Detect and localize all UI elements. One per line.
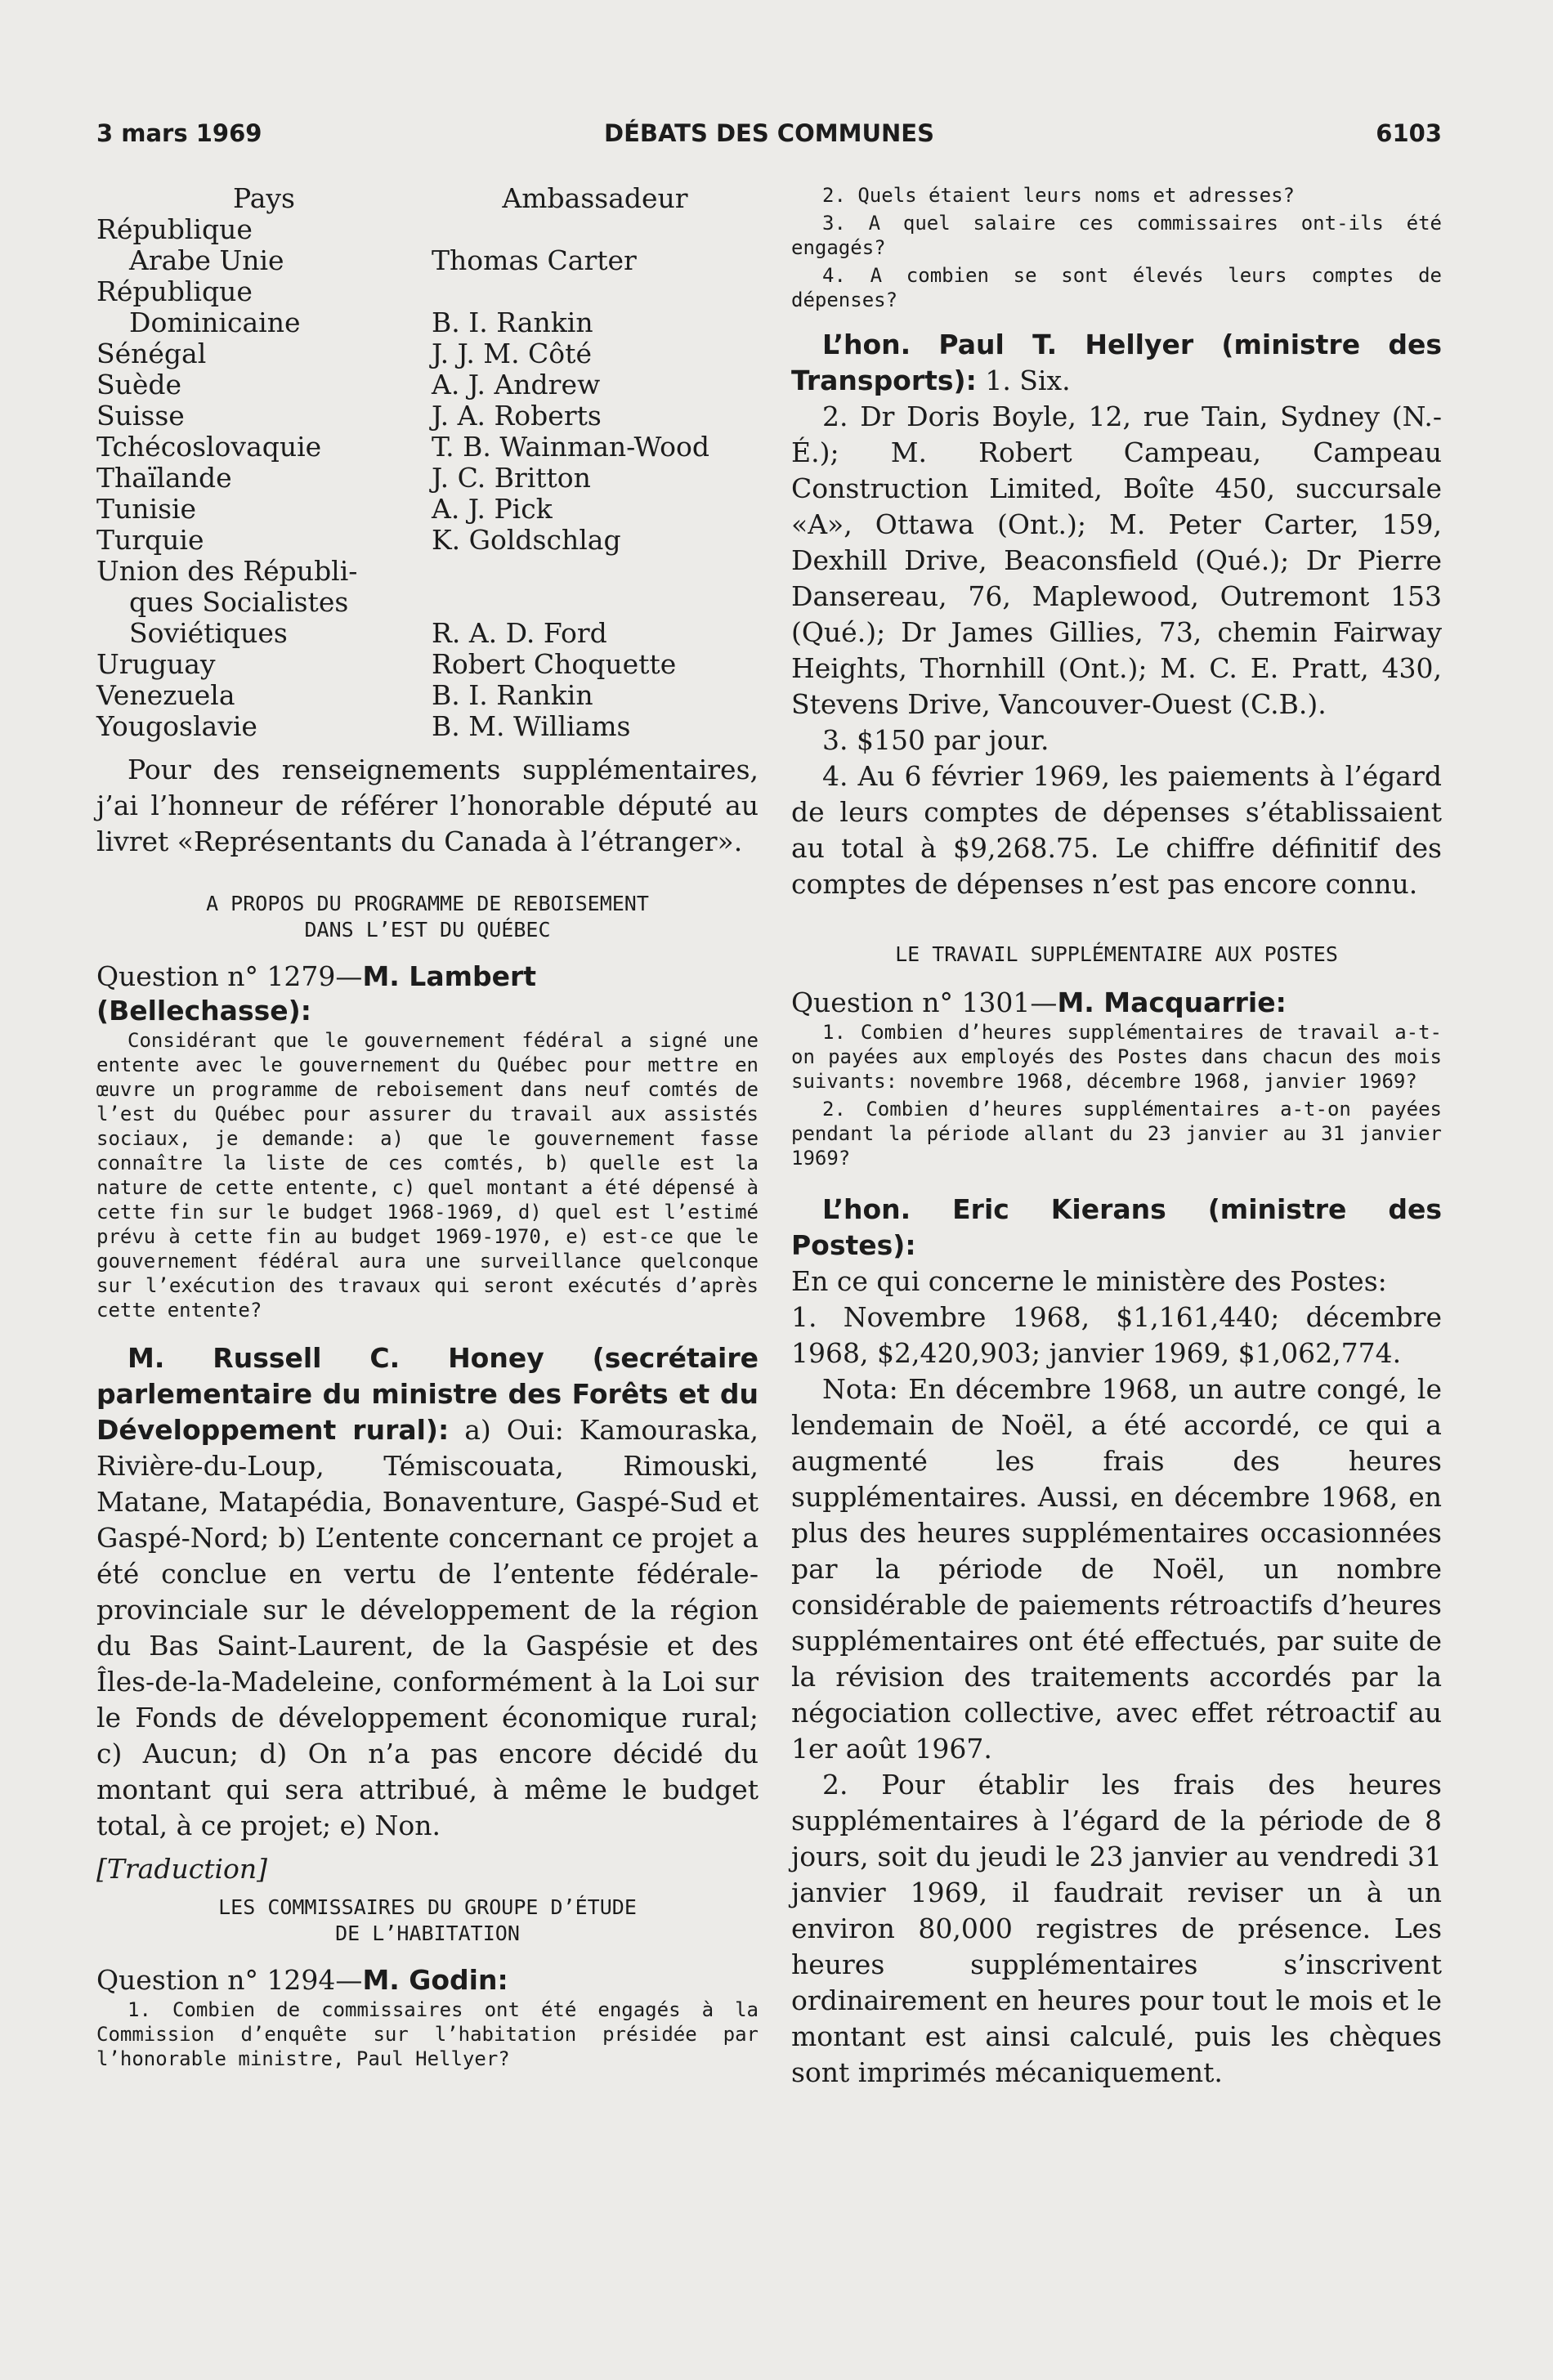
- hellyer-answer-3: 3. $150 par jour.: [822, 724, 1050, 756]
- question-1301-item-1: 1. Combien d’heures supplémentaires de travail a-t-on payées aux employés des Postes dans chacun des mois suivants: novembre 1968, décembre 1968, janvier 1969?: [791, 1021, 1442, 1093]
- table-cell-country: Suisse: [96, 400, 185, 432]
- table-cell-country: Tunisie: [96, 493, 197, 525]
- table-cell-country: ques Socialistes: [129, 586, 349, 618]
- table-cell-ambassador: T. B. Wainman-Wood: [432, 431, 710, 463]
- section-title-line: DANS L’EST DU QUÉBEC: [304, 918, 551, 942]
- table-cell-ambassador: R. A. D. Ford: [432, 617, 607, 649]
- table-cell-ambassador: B. M. Williams: [432, 710, 631, 742]
- speaker-name: L’hon. Paul T. Hellyer (ministre des Transports):: [791, 329, 1442, 396]
- kierans-answer-1: 1. Novembre 1968, $1,161,440; décembre 1968, $2,420,903; janvier 1969, $1,062,774.: [791, 1301, 1442, 1369]
- table-cell-ambassador: A. J. Pick: [432, 493, 553, 525]
- table-cell-country: Union des Républi-: [96, 555, 358, 587]
- table-cell-ambassador: [432, 587, 759, 618]
- table-cell-ambassador: J. C. Britton: [432, 462, 591, 494]
- section-title-line: A PROPOS DU PROGRAMME DE REBOISEMENT: [206, 892, 649, 915]
- table-cell-ambassador: K. Goldschlag: [432, 524, 621, 556]
- section-habitation-title: [96, 1895, 759, 1947]
- question-member: M. Godin:: [362, 1964, 508, 1996]
- kierans-answer-intro: En ce qui concerne le ministère des Postes:: [791, 1265, 1387, 1297]
- table-cell-country: République: [96, 213, 253, 245]
- table-cell-ambassador: Robert Choquette: [432, 648, 677, 680]
- table-cell-ambassador: [432, 276, 759, 307]
- question-1294-heading: [96, 1963, 759, 1998]
- hellyer-answer: [791, 327, 1442, 399]
- speaker-name: L’hon. Eric Kierans (ministre des Postes):: [791, 1193, 1442, 1261]
- kierans-nota: Nota: En décembre 1968, un autre congé, le lendemain de Noël, a été accordé, ce qui a augmenté les frais des heures supplémentaires. Aussi, en décembre 1968, en plus des heures supplémentaires occasionnées par la période de Noël, un nombre considérable de paiements rétroactifs d’heures supplémentaires ont été effectués, par suite de la révision des traitements accordés par la négociation collective, avec effet rétroactif au 1er août 1967.: [791, 1373, 1442, 1765]
- answer-text: 1. Six.: [976, 365, 1071, 396]
- hellyer-answer-2: 2. Dr Doris Boyle, 12, rue Tain, Sydney (N.-É.); M. Robert Campeau, Campeau Construction Limited, Boîte 450, succursale «A», Ottawa (Ont.); M. Peter Carter, 159, Dexhill Drive, Beaconsfield (Qué.); Dr Pierre Dansereau, 76, Maplewood, Outremont 153 (Qué.); Dr James Gillies, 73, chemin Fairway Heights, Thornhill (Ont.); M. C. E. Pratt, 430, Stevens Drive, Vancouver-Ouest (C.B.).: [791, 400, 1442, 720]
- table-cell-country: Venezuela: [96, 679, 235, 711]
- table-cell-country: Thaïlande: [96, 462, 232, 494]
- paragraph-renseignements: Pour des renseignements supplémentaires, j’ai l’honneur de référer l’honorable député au livret «Représentants du Canada à l’étranger».: [96, 754, 759, 857]
- traduction-label: [Traduction]: [96, 1853, 268, 1885]
- table-cell-country: Soviétiques: [129, 617, 288, 649]
- question-member: M. Macquarrie:: [1057, 986, 1287, 1018]
- table-cell-ambassador: J. A. Roberts: [432, 400, 602, 432]
- kierans-answer-2: 2. Pour établir les frais des heures supplémentaires à l’égard de la période de 8 jours, soit du jeudi le 23 janvier au vendredi 31 janvier 1969, il faudrait reviser un à un environ 80,000 registres de présence. Les heures supplémentaires s’inscrivent ordinairement en heures pour tout le mois et le montant est ainsi calculé, puis les chèques sont imprimés mécaniquement.: [791, 1769, 1442, 2088]
- header-page-number: 6103: [1376, 119, 1442, 147]
- table-cell-ambassador: Thomas Carter: [432, 244, 637, 276]
- table-cell-country: Tchécoslovaquie: [96, 431, 322, 463]
- table-header-country: Pays: [233, 182, 295, 214]
- section-title-line: LES COMMISSAIRES DU GROUPE D’ÉTUDE: [218, 1895, 637, 1919]
- speaker-name: M. Russell C. Honey (secrétaire parlementaire du ministre des Forêts et du Développement rural):: [96, 1342, 759, 1446]
- question-1301-heading: [791, 986, 1442, 1020]
- question-1294-item-2: 2. Quels étaient leurs noms et adresses?: [822, 184, 1295, 207]
- question-member: M. Lambert (Bellechasse):: [96, 960, 537, 1027]
- question-1294-item-1: 1. Combien de commissaires ont été engagés à la Commission d’enquête sur l’habitation présidée par l’honorable ministre, Paul Hellyer?: [96, 1998, 759, 2070]
- table-cell-country: Suède: [96, 369, 182, 400]
- table-cell-ambassador: [432, 214, 759, 245]
- question-number: Question n° 1301—: [791, 986, 1058, 1018]
- section-reboisement-title: [96, 891, 759, 943]
- table-cell-country: Uruguay: [96, 648, 216, 680]
- table-cell-ambassador: B. I. Rankin: [432, 306, 593, 338]
- table-cell-ambassador: B. I. Rankin: [432, 679, 593, 711]
- table-cell-country: Dominicaine: [129, 306, 301, 338]
- page-header: [96, 119, 1442, 160]
- header-title: DÉBATS DES COMMUNES: [604, 119, 934, 147]
- question-1294-item-4: 4. A combien se sont élevés leurs comptes de dépenses?: [791, 264, 1442, 311]
- question-1294-item-3: 3. A quel salaire ces commissaires ont-ils été engagés?: [791, 212, 1442, 259]
- table-cell-ambassador: J. J. M. Côté: [432, 338, 592, 369]
- table-cell-ambassador: [432, 556, 759, 587]
- table-cell-country: Sénégal: [96, 338, 207, 369]
- table-header-ambassador: Ambassadeur: [502, 182, 688, 214]
- question-1279-text: Considérant que le gouvernement fédéral a signé une entente avec le gouvernement du Québec pour mettre en œuvre un programme de reboisement dans neuf comtés de l’est du Québec pour assurer du travail aux assistés sociaux, je demande: a) que le gouvernement fasse connaître la liste de ces comtés, b) quelle est la nature de cette entente, c) quel montant a été dépensé à cette fin sur le budget 1968-1969, d) quel est l’estimé prévu à cette fin au budget 1969-1970, e) est-ce que le gouvernement fédéral aura une surveillance quelconque sur l’exécution des travaux qui seront exécutés d’après cette entente?: [96, 1029, 759, 1322]
- table-cell-country: République: [96, 275, 253, 307]
- table-cell-country: Turquie: [96, 524, 204, 556]
- left-column: [96, 183, 759, 2071]
- honey-answer: [96, 1340, 759, 1844]
- question-1279-heading: [96, 960, 759, 1028]
- kierans-speaker: [791, 1192, 1442, 1264]
- right-column: [791, 183, 1442, 2091]
- question-number: Question n° 1279—: [96, 960, 363, 992]
- question-1301-item-2: 2. Combien d’heures supplémentaires a-t-on payées pendant la période allant du 23 janvier au 31 janvier 1969?: [791, 1098, 1442, 1170]
- table-cell-ambassador: A. J. Andrew: [432, 369, 601, 400]
- hellyer-answer-4: 4. Au 6 février 1969, les paiements à l’égard de leurs comptes de dépenses s’établissaient au total à $9,268.75. Le chiffre définitif des comptes de dépenses n’est pas encore connu.: [791, 760, 1442, 900]
- header-date: 3 mars 1969: [96, 119, 262, 147]
- section-postes-title: LE TRAVAIL SUPPLÉMENTAIRE AUX POSTES: [895, 942, 1338, 966]
- table-cell-country: Yougoslavie: [96, 710, 257, 742]
- table-cell-country: Arabe Unie: [129, 244, 284, 276]
- ambassador-table: [96, 183, 759, 742]
- answer-text: a) Oui: Kamouraska, Rivière-du-Loup, Témiscouata, Rimouski, Matane, Matapédia, Bonaventure, Gaspé-Sud et Gaspé-Nord; b) L’entente concernant ce projet a été conclue en vertu de l’entente fédérale-provinciale sur le développement de la région du Bas Saint-Laurent, de la Gaspésie et des Îles-de-la-Madeleine, conformément à la Loi sur le Fonds de développement économique rural; c) Aucun; d) On n’a pas encore décidé du montant qui sera attribué, à même le budget total, à ce projet; e) Non.: [96, 1414, 759, 1841]
- question-number: Question n° 1294—: [96, 1964, 363, 1996]
- section-title-line: DE L’HABITATION: [335, 1921, 520, 1945]
